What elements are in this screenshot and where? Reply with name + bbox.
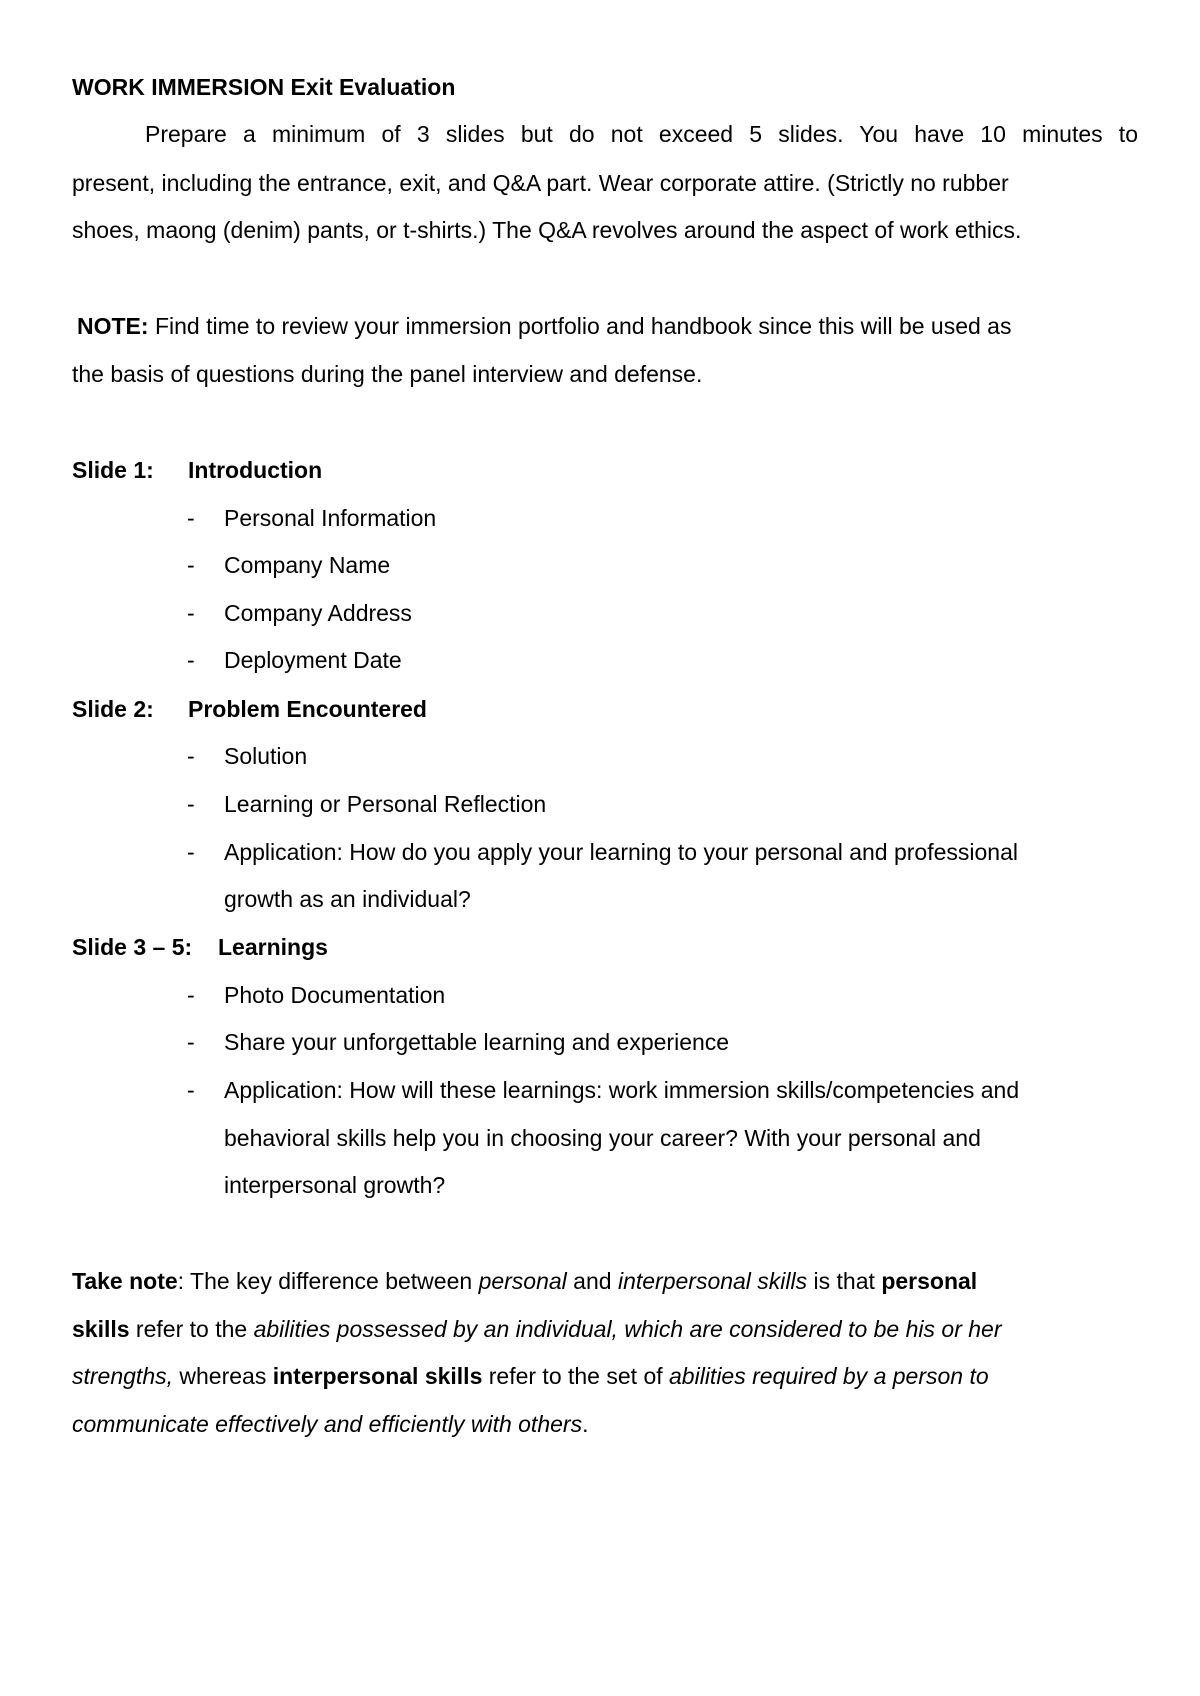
intro-line-2: present, including the entrance, exit, and Q&A part. Wear corporate attire. (Strictly no rubber: [72, 170, 1009, 196]
slide-3-5-label: Slide 3 – 5:: [72, 934, 193, 960]
dash-marker: -: [187, 743, 195, 769]
dash-marker: -: [187, 839, 195, 865]
slide-2-item-3: - Application: How do you apply your learning to your personal and professional: [187, 839, 1018, 865]
slide-3-5-heading: [72, 932, 328, 962]
slide-2-item-3-continuation: growth as an individual?: [224, 886, 471, 912]
take-note-line-3: strengths, whereas interpersonal skills refer to the set of abilities required by a person to: [72, 1363, 989, 1389]
slide-3-5-item-3-continuation-1: behavioral skills help you in choosing your career? With your personal and: [224, 1125, 981, 1151]
dash-marker: -: [187, 1077, 195, 1103]
note-label: NOTE:: [77, 313, 149, 339]
dash-marker: -: [187, 552, 195, 578]
slide-2-title: Problem Encountered: [188, 696, 427, 722]
dash-marker: -: [187, 505, 195, 531]
take-note-line-1: Take note: The key difference between personal and interpersonal skills is that personal: [72, 1268, 978, 1294]
slide-3-5-item-1: - Photo Documentation: [187, 982, 446, 1008]
dash-marker: -: [187, 600, 195, 626]
slide-1-label: Slide 1:: [72, 457, 154, 483]
slide-1-item-1: - Personal Information: [187, 505, 437, 531]
slide-3-5-item-3: - Application: How will these learnings: work immersion skills/competencies and: [187, 1077, 1020, 1103]
document-title: WORK IMMERSION Exit Evaluation: [72, 74, 456, 100]
intro-line-3: shoes, maong (denim) pants, or t-shirts.) The Q&A revolves around the aspect of work ethics.: [72, 217, 1022, 243]
slide-1-title: Introduction: [188, 457, 323, 483]
slide-3-5-item-2: - Share your unforgettable learning and experience: [187, 1029, 730, 1055]
dash-marker: -: [187, 791, 195, 817]
slide-2-item-1: - Solution: [187, 743, 308, 769]
take-note-line-2: skills refer to the abilities possessed by an individual, which are considered to be his or her: [72, 1316, 1002, 1342]
slide-1-item-4: - Deployment Date: [187, 647, 402, 673]
slide-2-heading: [72, 694, 427, 724]
take-note-line-4: communicate effectively and efficiently with others.: [72, 1411, 589, 1437]
dash-marker: -: [187, 1029, 195, 1055]
slide-1-item-2: - Company Name: [187, 552, 391, 578]
take-note-label: Take note: [72, 1268, 178, 1294]
intro-line-1: Prepare a minimum of 3 slides but do not exceed 5 slides. You have 10 minutes to: [145, 121, 1138, 147]
dash-marker: -: [187, 647, 195, 673]
slide-1-item-3: - Company Address: [187, 600, 412, 626]
slide-3-5-title: Learnings: [218, 934, 328, 960]
note-text-1: Find time to review your immersion portfolio and handbook since this will be used as: [148, 313, 1012, 339]
slide-2-label: Slide 2:: [72, 696, 154, 722]
note-line-1: [77, 311, 1011, 341]
slide-1-heading: [72, 455, 322, 485]
slide-3-5-item-3-continuation-2: interpersonal growth?: [224, 1172, 446, 1198]
note-line-2: the basis of questions during the panel interview and defense.: [72, 361, 703, 387]
slide-2-item-2: - Learning or Personal Reflection: [187, 791, 547, 817]
dash-marker: -: [187, 982, 195, 1008]
